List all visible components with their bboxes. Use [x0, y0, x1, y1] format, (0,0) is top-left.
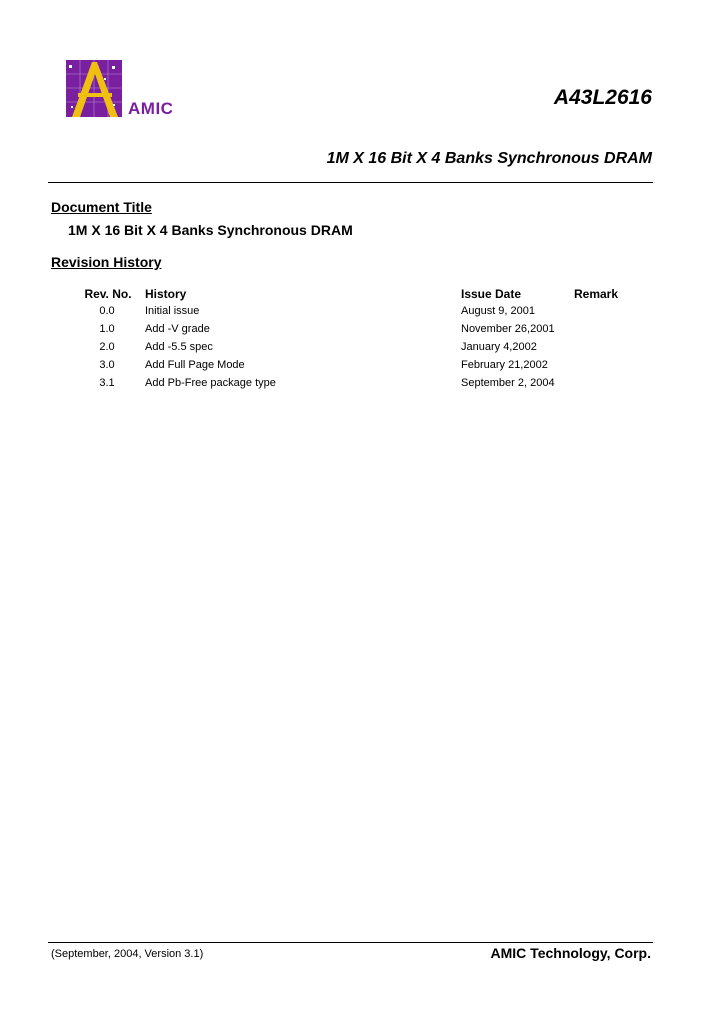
part-number: A43L2616: [553, 86, 652, 109]
footer-divider: [48, 942, 653, 943]
company-logo-text: AMIC: [128, 99, 174, 118]
issue-date: November 26,2001: [461, 323, 555, 335]
rev-number: 1.0: [99, 323, 115, 335]
document-title-heading: Document Title: [51, 199, 152, 215]
issue-date: September 2, 2004: [461, 377, 555, 389]
table-row: [0, 323, 720, 341]
history-text: Add Full Page Mode: [145, 359, 245, 371]
revision-table-header: [0, 287, 720, 305]
history-text: Add Pb-Free package type: [145, 377, 276, 389]
history-text: Initial issue: [145, 305, 200, 317]
column-header-history: History: [145, 287, 187, 301]
column-header-remark: Remark: [574, 287, 619, 301]
header-divider: [48, 182, 653, 183]
issue-date: January 4,2002: [461, 341, 537, 353]
amic-logo-icon: [66, 60, 122, 117]
column-header-date: Issue Date: [461, 287, 522, 301]
history-text: Add -V grade: [145, 323, 210, 335]
column-header-rev: Rev. No.: [84, 287, 132, 301]
document-title-value: 1M X 16 Bit X 4 Banks Synchronous DRAM: [68, 222, 353, 238]
document-subtitle: 1M X 16 Bit X 4 Banks Synchronous DRAM: [326, 150, 652, 167]
amic-logo-mark: [66, 60, 122, 117]
footer-version: (September, 2004, Version 3.1): [51, 948, 204, 960]
table-row: [0, 341, 720, 359]
revision-history-heading: Revision History: [51, 254, 162, 270]
table-row: [0, 305, 720, 323]
rev-number: 2.0: [99, 341, 115, 353]
table-row: [0, 359, 720, 377]
rev-number: 0.0: [99, 305, 115, 317]
table-row: [0, 377, 720, 395]
history-text: Add -5.5 spec: [145, 341, 213, 353]
issue-date: August 9, 2001: [461, 305, 536, 317]
rev-number: 3.0: [99, 359, 115, 371]
revision-table: [0, 287, 720, 395]
issue-date: February 21,2002: [461, 359, 548, 371]
footer-company: AMIC Technology, Corp.: [490, 945, 651, 961]
rev-number: 3.1: [99, 377, 115, 389]
